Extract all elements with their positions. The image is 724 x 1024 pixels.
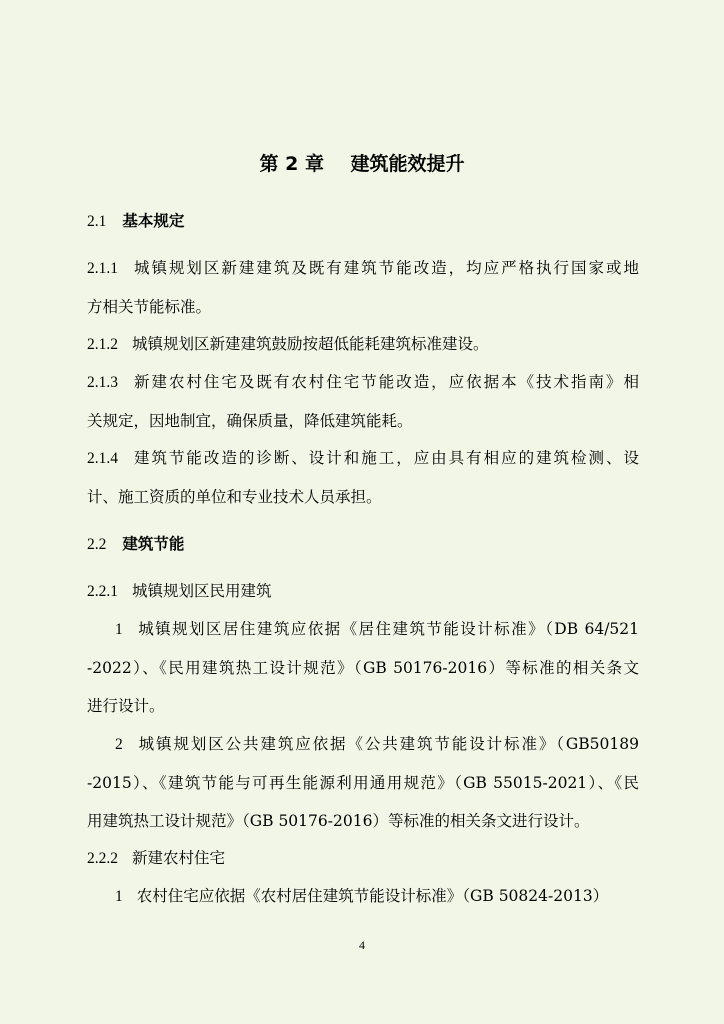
clause-2-2-1 bbox=[87, 572, 639, 611]
clause-2-2-2-item-1 bbox=[87, 877, 639, 916]
clause-number: 2.1.4 bbox=[87, 450, 118, 467]
clause-2-1-4 bbox=[87, 439, 639, 516]
clause-text-line: 关规定，因地制宜，确保质量，降低建筑能耗。 bbox=[87, 412, 413, 430]
clause-text-line: 计、施工资质的单位和专业技术人员承担。 bbox=[87, 488, 382, 506]
clause-number: 2.1.3 bbox=[87, 374, 118, 391]
clause-text-line: 城镇规划区公共建筑应依据《公共建筑节能设计标准》（GB50189 bbox=[136, 735, 639, 753]
clause-2-1-3 bbox=[87, 363, 639, 440]
clause-2-1-1 bbox=[87, 249, 639, 326]
clause-2-2-2 bbox=[87, 839, 639, 878]
clause-number: 2.1.2 bbox=[87, 336, 118, 353]
section-number: 2.2 bbox=[87, 536, 107, 553]
clause-number: 2.2.2 bbox=[87, 850, 118, 867]
clause-text-line: 城镇规划区居住建筑应依据《居住建筑节能设计标准》（DB 64/521 bbox=[136, 620, 639, 638]
clause-text-line: -2015）、《建筑节能与可再生能源利用通用规范》（GB 55015-2021）、《民 bbox=[87, 774, 639, 792]
clause-text-line: 城镇规划区新建建筑及既有建筑节能改造，均应严格执行国家或地 bbox=[132, 259, 639, 277]
section-title: 建筑节能 bbox=[122, 535, 185, 553]
clause-text-line: 用建筑热工设计规范》（GB 50176-2016）等标准的相关条文进行设计。 bbox=[87, 812, 590, 830]
clause-2-2-1-item-1 bbox=[87, 610, 639, 725]
chapter-title: 第 2 章 建筑能效提升 bbox=[259, 153, 465, 175]
clause-text-line: 进行设计。 bbox=[87, 697, 165, 715]
item-number: 1 bbox=[115, 621, 123, 638]
clause-2-2-1-item-2 bbox=[87, 725, 639, 840]
clause-text-line: 新建农村住宅及既有农村住宅节能改造，应依据本《技术指南》相 bbox=[132, 373, 639, 391]
clause-text-line: 新建农村住宅 bbox=[132, 849, 226, 867]
item-number: 2 bbox=[115, 736, 123, 753]
clause-text-line: 城镇规划区新建建筑鼓励按超低能耗建筑标准建设。 bbox=[132, 335, 489, 353]
clause-text-line: -2022）、《民用建筑热工设计规范》（GB 50176-2016）等标准的相关条文 bbox=[87, 659, 639, 677]
clause-text-line: 农村住宅应依据《农村居住建筑节能设计标准》（GB 50824-2013） bbox=[136, 887, 609, 905]
clause-number: 2.1.1 bbox=[87, 260, 118, 277]
clause-number: 2.2.1 bbox=[87, 583, 118, 600]
clause-text-line: 建筑节能改造的诊断、设计和施工，应由具有相应的建筑检测、设 bbox=[132, 449, 639, 467]
clause-2-1-2 bbox=[87, 325, 639, 364]
section-heading-2-1 bbox=[87, 210, 639, 233]
clause-text-line: 城镇规划区民用建筑 bbox=[132, 582, 272, 600]
clause-text-line: 方相关节能标准。 bbox=[87, 298, 212, 316]
item-number: 1 bbox=[115, 888, 123, 905]
page-number: 4 bbox=[359, 938, 365, 952]
section-number: 2.1 bbox=[87, 213, 107, 230]
section-title: 基本规定 bbox=[122, 212, 185, 230]
section-heading-2-2 bbox=[87, 533, 639, 556]
